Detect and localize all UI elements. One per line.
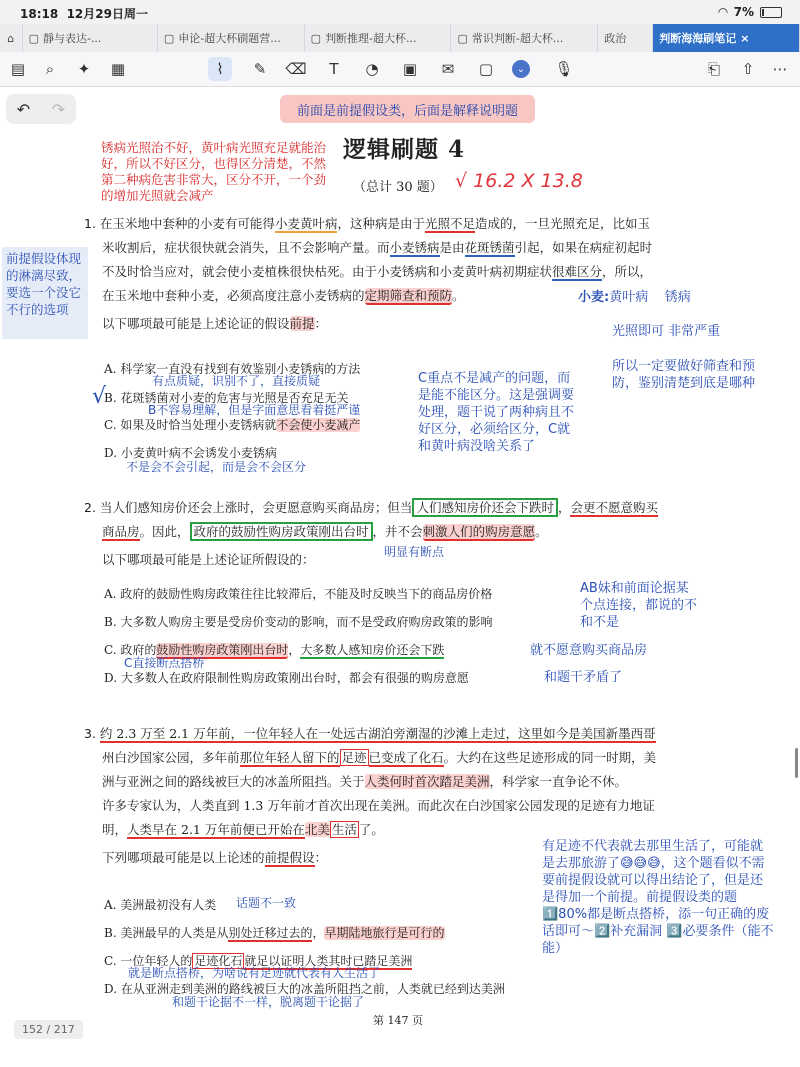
doc-icon: ▢ <box>457 31 468 45</box>
q1-option-a: A. 科学家一直没有找到有效鉴别小麦锈病的方法 <box>104 362 361 376</box>
pen-icon[interactable]: ✎ <box>253 60 267 78</box>
status-time: 18:18 12月29日周一 <box>20 7 148 21</box>
q2-note-mid: 明显有断点 <box>384 545 445 559</box>
q1-line-4: 在玉米地中套种小麦，必须高度注意小麦锈病的定期筛查和预防。 <box>102 288 465 303</box>
doc-icon[interactable]: ▦ <box>110 60 126 78</box>
q3-option-c: C. 一位年轻人的 足迹化石 就足以证明人类其时已踏足美洲 <box>104 954 413 968</box>
page-subtitle: （总计 30 题） <box>353 180 443 195</box>
q3-note-a: 话题不一致 <box>236 896 297 910</box>
q3-stem: 下列哪项最可能是以上论述的前提假设： <box>102 850 328 865</box>
doc-icon: ▢ <box>28 31 39 45</box>
tab-2[interactable]: ▢ 申论-超大杯刷题营... <box>158 24 305 52</box>
q3-line-4: 许多专家认为，人类直到 1.3 万年前才首次出现在美洲。而此次在白沙国家公园发现的足迹有力地证 <box>102 798 655 813</box>
page-count[interactable]: 152 / 217 <box>14 1020 83 1039</box>
q3-note-right: 有足迹不代表就去那里生活了，可能就是去那旅游了😅😅😅，这个题看似不需要前提假设就可以得出结论了，但是还是得加一个前提。前提假设类的题1️⃣80%都是断点搭桥，添一句正确的废话即可～2️⃣补充漏洞 3️⃣必要条件（能不能） <box>542 839 774 956</box>
share-icon[interactable]: ⇧ <box>741 60 755 78</box>
q2-option-c: C. 政府的鼓励性购房政策刚出台时，大多数人感知房价还会下跌 <box>104 643 445 657</box>
page-number: 第 147 页 <box>373 1014 423 1027</box>
q1-line-1: 1. 在玉米地中套种的小麦有可能得小麦黄叶病，这种病是由于光照不足造成的，一旦光照充足，比如玉 <box>84 216 650 231</box>
close-icon[interactable]: × <box>740 31 750 45</box>
status-bar <box>0 0 800 24</box>
text-icon[interactable]: T <box>329 60 339 78</box>
status-right <box>718 5 782 19</box>
highlight-banner: 前面是前提假设类，后面是解释说明题 <box>280 95 535 123</box>
q2-note-c: C直接断点搭桥 <box>124 656 205 670</box>
search-icon[interactable]: ⌕ <box>45 60 55 78</box>
shape-icon[interactable]: ◔ <box>365 60 379 78</box>
page-title: 逻辑刷题 4 <box>343 136 466 163</box>
q1-note-r1: 小麦:黄叶病 锈病 <box>578 290 691 305</box>
q3-line-5: 明，人类早在 2.1 万年前便已开始在北美 生活 了。 <box>102 822 384 837</box>
q3-option-d: D. 在从亚洲走到美洲的路线被巨大的冰盖所阻挡之前，人类就已经到达美洲 <box>104 982 505 996</box>
q2-line-2: 商品房。因此， 政府的鼓励性购房政策刚出台时 ，并不会刺激人们的购房意愿。 <box>102 524 548 539</box>
q2-option-a: A. 政府的鼓励性购房政策往往比较滞后，不能及时反映当下的商品房价格 <box>104 587 493 601</box>
q1-note-mid: C重点不是减产的问题，而是能不能区分。这是强调要处理，题干说了两种病且不好区分，必须给区分，C就和黄叶病没啥关系了 <box>418 371 575 454</box>
eraser-icon[interactable]: ⌫ <box>285 60 307 78</box>
q1-stem: 以下哪项最可能是上述论证的假设前提： <box>102 316 328 331</box>
sidebar-icon[interactable]: ▤ <box>10 60 26 78</box>
q1-option-c: C. 如果及时恰当处理小麦锈病就不会使小麦减产 <box>104 418 361 432</box>
q3-note-d: 和题干论据不一样，脱离题干论据了 <box>172 995 365 1009</box>
doc-icon: ▢ <box>163 31 175 45</box>
tab-active[interactable]: 判断海海刷笔记 × <box>653 24 800 52</box>
tab-5[interactable]: 政治 <box>598 24 653 52</box>
redo-icon[interactable]: ↷ <box>51 99 66 119</box>
undo-redo-group <box>6 94 76 124</box>
q1-line-2: 米收割后，症状很快就会消失，且不会影响产量。而小麦锈病是由花斑锈菌引起，如果在病症初起时 <box>102 240 653 255</box>
q2-note-d: 和题干矛盾了 <box>544 670 623 685</box>
q1-note-a: 有点质疑，识别不了，直接质疑 <box>152 374 321 388</box>
q3-note-c: 就是断点搭桥，为啥说有足迹就代表有人生活了 <box>128 966 381 980</box>
q1-note-b: B不容易理解，但是字面意思看着挺严谨 <box>148 403 361 417</box>
q2-option-b: B. 大多数人购房主要是受房价变动的影响，而不是受政府购房政策的影响 <box>104 615 493 629</box>
q2-note-c-right: 就不愿意购买商品房 <box>530 643 648 658</box>
toolbar <box>0 52 800 87</box>
undo-icon[interactable]: ↶ <box>16 99 31 119</box>
home-icon[interactable]: ⌂ <box>0 24 23 52</box>
question-1 <box>84 212 724 336</box>
menu-icon[interactable]: ⋯ <box>772 60 788 78</box>
q3-line-2: 州白沙国家公园，多年前那位年轻人留下的 足迹 已变成了化石。大约在这些足迹形成的同一时期，美 <box>102 750 657 765</box>
q3-option-a: A. 美洲最初没有人类 <box>104 898 217 912</box>
q3-line-1: 3. 约 2.3 万至 2.1 万年前，一位年轻人在一处远古湖泊旁潮湿的沙滩上走过，这里如今是美国新墨西哥 <box>84 726 656 741</box>
battery-percent: 7% <box>733 5 754 19</box>
battery-icon <box>760 7 782 18</box>
scrollbar[interactable] <box>795 748 798 778</box>
note-icon[interactable]: ▢ <box>478 60 494 78</box>
q1-line-3: 不及时恰当应对，就会使小麦植株很快枯死。由于小麦锈病和小麦黄叶病初期症状很难区分，所以， <box>102 264 653 279</box>
tab-1[interactable]: ▢ 靜与表达-... <box>23 24 158 52</box>
export-icon[interactable]: ⎗ <box>707 60 720 78</box>
q3-line-3: 洲与亚洲之间的路线被巨大的冰盖所阻挡。关于人类何时首次踏足美洲，科学家一直争论不休。 <box>102 774 628 789</box>
tab-4[interactable]: ▢ 常识判断-超大杯... <box>451 24 598 52</box>
q1-note-d: 不是会不会引起，而是会不会区分 <box>126 460 307 474</box>
red-annotation: 锈病光照治不好，黄叶病光照充足就能治好，所以不好区分，也得区分清楚，不然第二种病危害非常大，区分不开，一个劲的增加光照就会减产 <box>101 140 327 203</box>
q1-note-r2: 光照即可 非常严重 <box>612 324 721 339</box>
left-annotation: 前提假设体现的淋漓尽致，要选一个没它不行的选项 <box>2 247 88 339</box>
mic-icon[interactable]: 🎙 <box>554 60 574 78</box>
q2-note-ab: AB妹和前面论据某个点连接，都说的不和不是 <box>580 581 698 630</box>
q2-stem: 以下哪项最可能是上述论证所假设的： <box>102 552 315 567</box>
doc-icon: ▢ <box>310 31 322 45</box>
lasso-icon[interactable]: ⌇ <box>208 57 232 81</box>
q1-option-d: D. 小麦黄叶病不会诱发小麦锈病 <box>104 446 277 460</box>
more-tools-icon[interactable]: ⌄ <box>512 60 530 78</box>
q2-option-d: D. 大多数人在政府限制性购房政策刚出台时，都会有很强的购房意愿 <box>104 671 469 685</box>
ai-icon[interactable]: ✦ <box>77 60 91 78</box>
sticker-icon[interactable]: ✉ <box>441 60 455 78</box>
image-icon[interactable]: ▣ <box>402 60 418 78</box>
question-2 <box>84 496 734 572</box>
wifi-icon: ◠ <box>718 5 728 19</box>
tab-3[interactable]: ▢ 判断推理-超大杯... <box>305 24 452 52</box>
tab-bar <box>0 24 800 52</box>
q1-option-b: B. 花斑锈菌对小麦的危害与光照是否充足无关 <box>104 391 349 405</box>
handwritten-score: √ 16.2 X 13.8 <box>455 170 583 192</box>
check-mark: √ <box>92 384 107 409</box>
q1-note-r3: 所以一定要做好筛查和预防，鉴别清楚到底是哪种 <box>612 359 756 391</box>
q3-option-b: B. 美洲最早的人类是从别处迁移过去的，早期陆地旅行是可行的 <box>104 926 445 940</box>
q2-line-1: 2. 当人们感知房价还会上涨时，会更愿意购买商品房；但当 人们感知房价还会下跌时 ，会更不愿意购买 <box>84 500 658 515</box>
